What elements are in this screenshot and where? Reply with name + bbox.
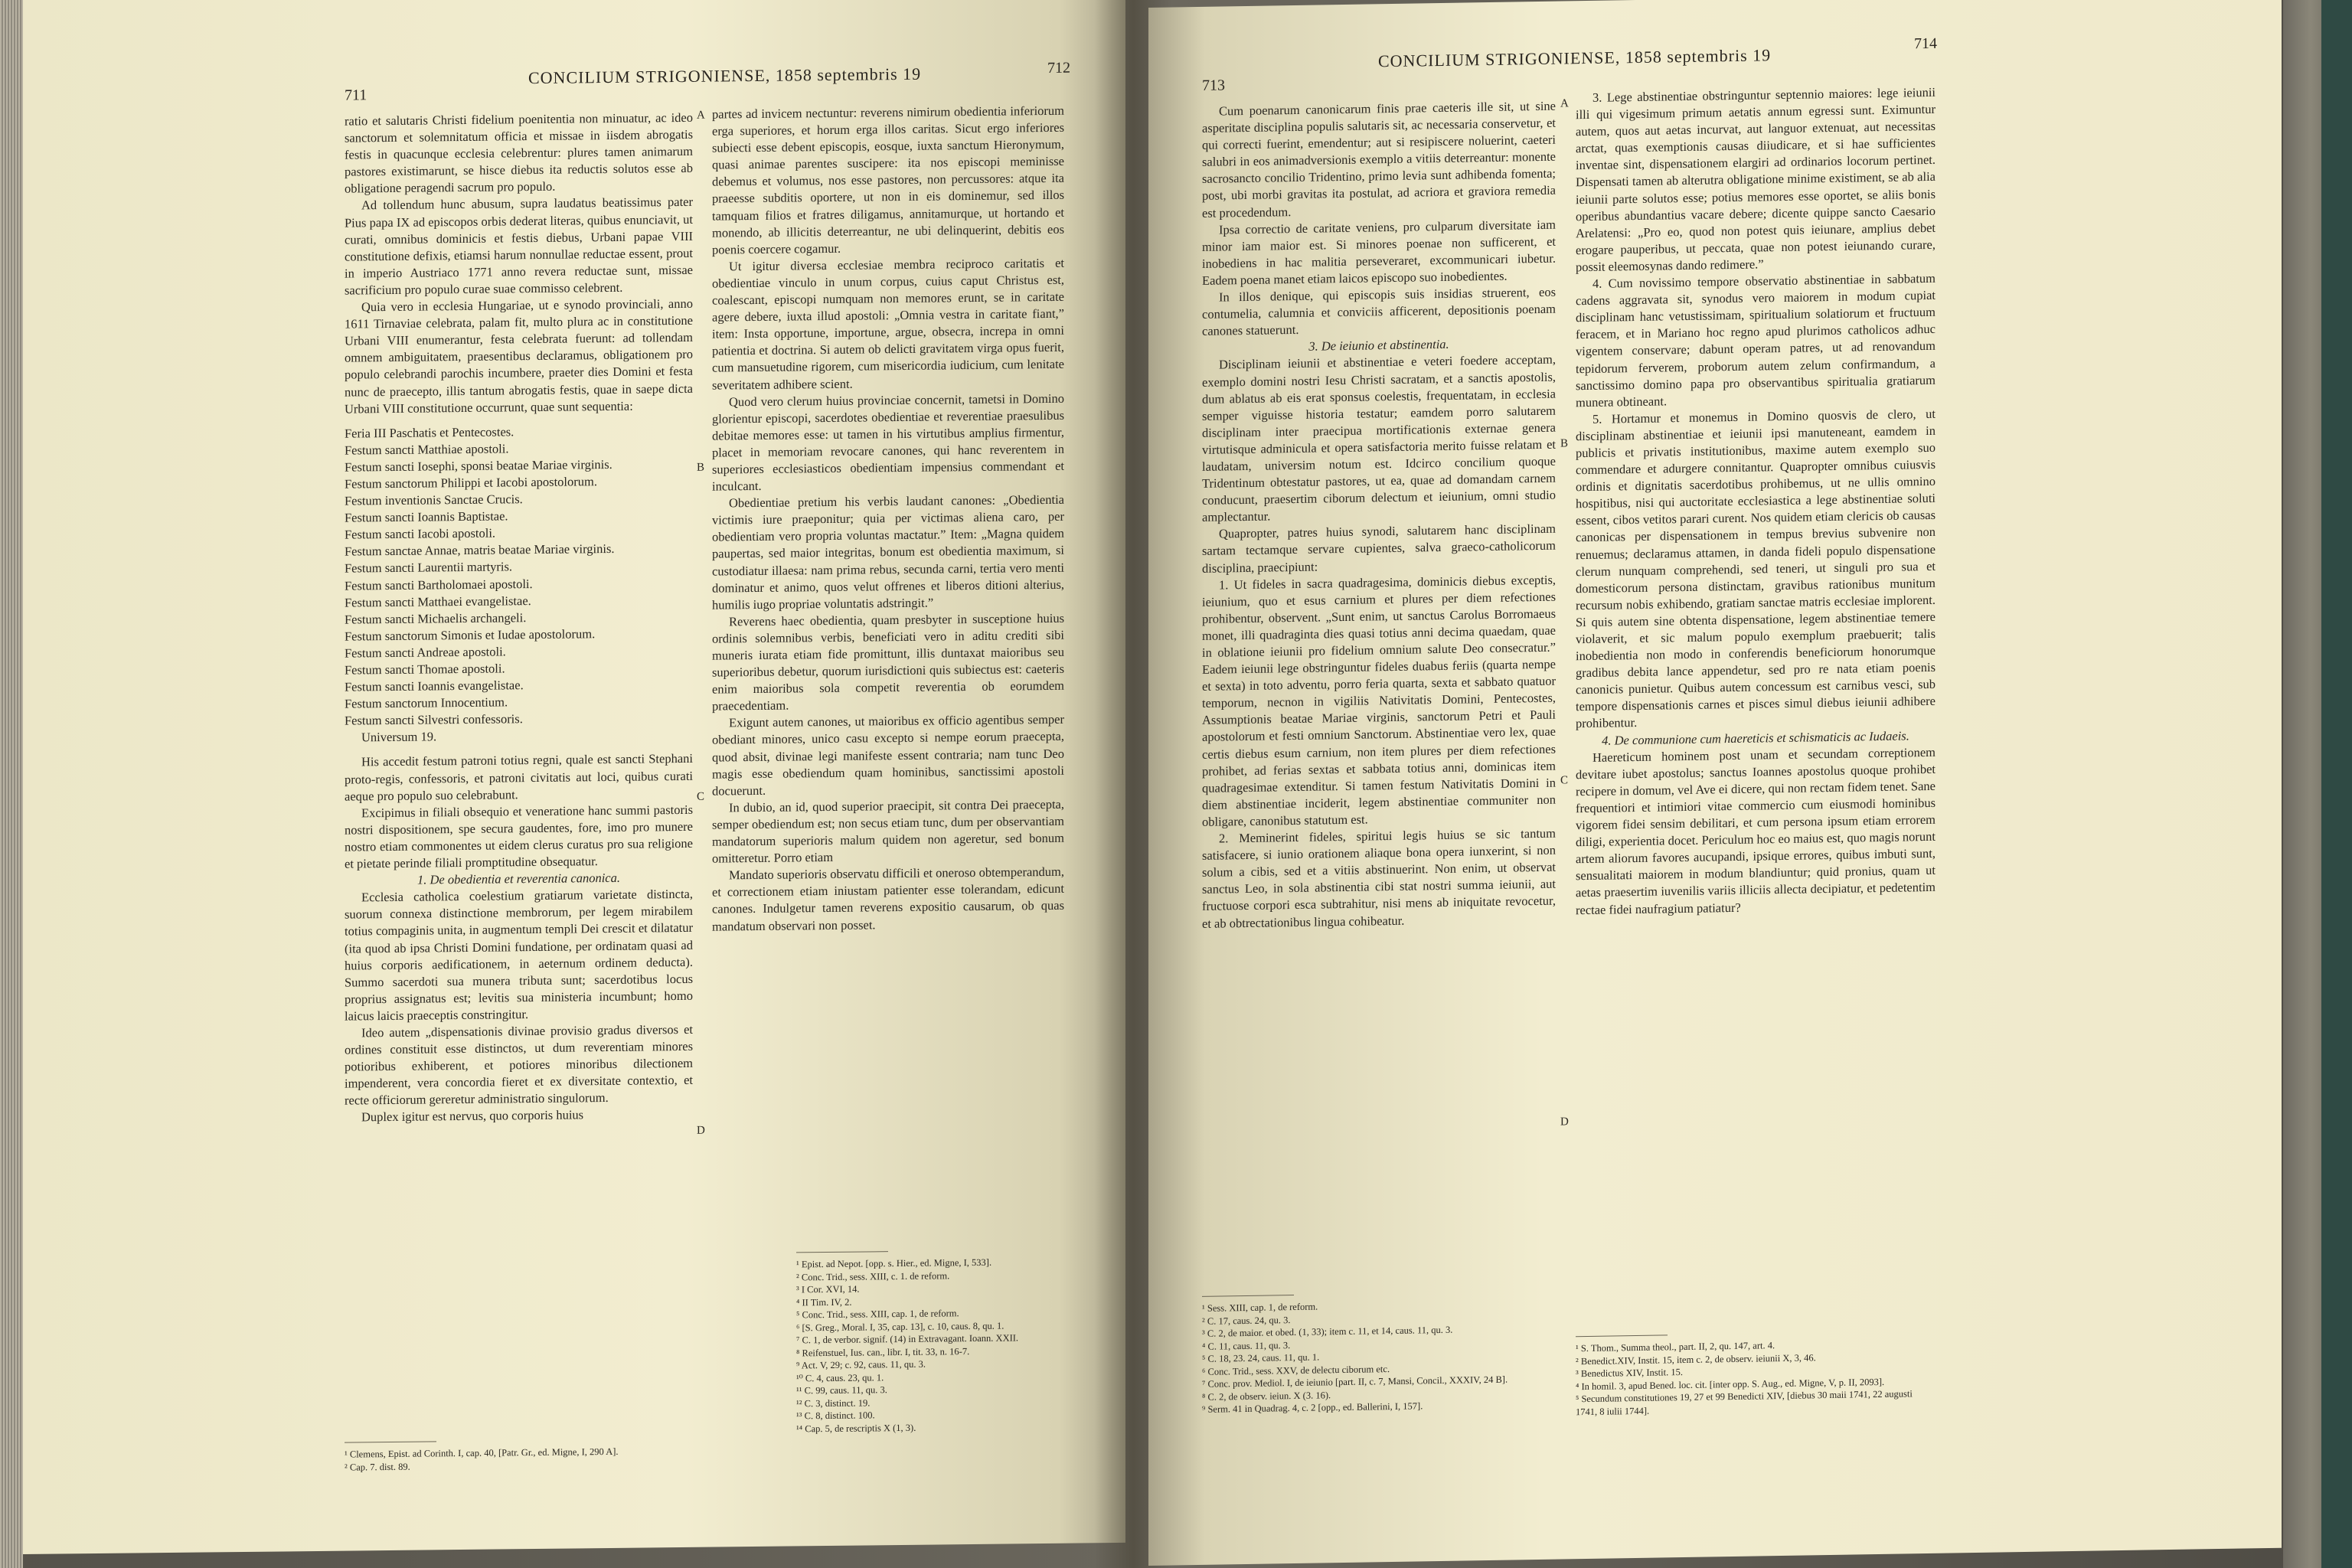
footnote: ¹ S. Thom., Summa theol., part. II, 2, qu. 147, art. 4.	[1576, 1340, 1775, 1354]
paragraph: Ad tollendum hunc abusum, supra laudatus beatissimus pater Pius papa IX ad episcopos orbis dederat literas, quibus enunciavit, ut curati, omnibus dominicis et festis diebus, Urbani papae VIII constitutione defixis, etiamsi harum nonnullae reductae essent, prout in imperio Austriaco 1771 anno revera reductae sunt, missae sacrificium pro populo curae suae commisso celebrent.	[345, 194, 693, 298]
margin-letter-b: B	[697, 461, 705, 474]
footnote: ² Cap. 7. dist. 89.	[345, 1461, 410, 1473]
footnote: ⁵ Secundum constitutiones 19, 27 et 99 Benedicti XIV, [diebus 30 maii 1741, 22 augusti 1741, 8 iulii 1744].	[1576, 1388, 1913, 1417]
footnote: ⁸ Reifenstuel, Ius. can., libr. I, tit. 33, n. 16-7.	[796, 1345, 970, 1358]
footnote: ¹ Epist. ad Nepot. [opp. s. Hier., ed. Migne, I, 533].	[796, 1256, 992, 1270]
paragraph: Ideo autem „dispensationis divinae provisio gradus diversos et ordines constituit esse distinctos, ut dum reverentiam minores potioribus exhiberent, et potiores minoribus dilectionem impenderent, vera concordia fieret et ex diversitate contextio, et recte officiorum gereretur administratio singulorum.	[345, 1021, 693, 1108]
footnote: ¹⁰ C. 4, caus. 23, qu. 1.	[796, 1371, 884, 1383]
footnote: ⁵ Conc. Trid., sess. XIII, cap. 1, de reform.	[796, 1308, 959, 1321]
list-item: Festum sancti Bartholomaei apostoli.	[345, 576, 533, 593]
page-number-713: 713	[1202, 77, 1225, 94]
paragraph: partes ad invicem nectuntur: reverens nimirum obedientia inferiorum erga superiores, et horum erga illos caritas. Sicut ergo inferiores subiecti esse debent episcopis, eosque, iuxta sanctum Hieronymum, quasi animae parentes suscipere: ita nos episcopi meminisse debemus et volumus, nos esse pastores, non percussores: atque ita praeesse subditis oportere, ut non in eis dominemur, sed illos tamquam filios et fratres diligamus, annitamurque, ut hortando et monendo, ab illicitis deterreantur, ne ubi delinquerint, debitis eos poenis coercere cogamur.	[712, 103, 1064, 257]
paragraph: Haereticum hominem post unam et secundam correptionem devitare iubet apostolus; sanctus Ioannes apostolus quoque prohibet recipere in domum, vel Ave ei dicere, qui non rectam fidem tenet. Sane frequentiori et intimiori vitae commercio cum eiusmodi hominibus vigorem fidei sensim debilitari, et cum persona ipsum etiam errorem diligi, experientia docet. Periculum hoc eo maius est, quo magis norunt artem aliorum favores aucupandi, ipsique errores, quibus imbuti sunt, sensualitati maiorem in modum blandiuntur; quid pronius, quam ut aetas praesertim iuvenilis variis illiciis allecta decipiatur, et pedetentim rectae fidei naufragium patiatur?	[1576, 744, 1936, 917]
footnote-rule	[796, 1251, 888, 1253]
list-item: Festum sancti Ioannis Baptistae.	[345, 508, 508, 525]
page-number-714: 714	[1914, 34, 1937, 53]
paragraph: Reverens haec obedientia, quam presbyter in susceptione huius ordinis solemnibus verbis, beneficiati vero in aditu crediti sibi muneris iurata etiam fide promittunt, illis duntaxat maioribus seu superioribus debetur, quorum iurisdictioni quis subiectus est: caeteris enim maioribus sola competit reverentia ob eorumdem praecedentiam.	[712, 610, 1064, 714]
list-item: Festum sancti Iosephi, sponsi beatae Mariae virginis.	[345, 456, 612, 475]
paragraph: Obedientiae pretium his verbis laudant canones: „Obedientia victimis iure praeponitur; quia per victimas aliena caro, per obedientiam vero propria voluntas mactatur.” Item: „Magna quidem paupertas, sed maior integritas, bonum est obedientia maximum, si custodiatur illaesa: nam prima rebus, secunda carni, tertia vero menti dominatur et animo, quos velut offrenes et liberos ditioni alterius, humilis iugo propriae voluntatis adstringit.”	[712, 492, 1064, 612]
footnote: ⁶ [S. Greg., Moral. I, 35, cap. 13], c. 10, caus. 8, qu. 1.	[796, 1320, 1004, 1333]
section-heading: 4. De communione cum haereticis et schismaticis ac Iudaeis.	[1602, 727, 1909, 748]
paragraph: 5. Hortamur et monemus in Domino quosvis de clero, ut disciplinam abstinentiae et ieiunii ipsi manuteneant, eamdem in publicis et privatis institutionibus, maxime autem exemplo suo commendare et adurgere connitantur. Quapropter omnibus cuiusvis ordinis et dignitatis sacerdotibus prohibemus, ut ne ullis omnino hospitibus, nisi qui auctoritate ecclesiastica a lege abstinentiae soluti essent, cibos vetitos parari curent. Nos quidem etiam clericis ob causas canonicas per dispensationem in tempus brevius subvenire non renuemus; declaramus attamen, in danda fideli populo dispensatione clerum nunquam comprehendi, sed teneri, ut singuli pro sua et domesticorum persona distinctam, gravibus rationibus munitum recursum nobis exhibendo, gratiam sanctae matris ecclesiae implorent. Si quis autem sine obtenta dispensatione, legem abstinentiae temere violaverit, et sic malum populo exemplum praebuerit; talis inobedientia non modo in conferendis beneficiorum honorumque gradibus debita lance appendetur, sed pro re nata etiam poenis canonicis punietur. Quibus autem concessum est carnibus vesci, sub tempore dispensationis carnes et pisces simul diebus ieiunii adhibere prohibentur.	[1576, 406, 1936, 731]
right-page	[1148, 0, 2282, 1566]
list-item: Festum sanctorum Simonis et Iudae apostolorum.	[345, 626, 596, 644]
list-item: Festum sancti Thomae apostoli.	[345, 661, 505, 678]
footnote: ³ I Cor. XVI, 14.	[796, 1283, 860, 1295]
paragraph: In dubio, an id, quod superior praecipit, sit contra Dei praecepta, semper obediendum est; non secus etiam tunc, dum per observantiam mandatorum superioris malum quidem non ageretur, sed bonum omitteretur. Porro etiam	[712, 796, 1064, 866]
page-number-712: 712	[1047, 59, 1070, 77]
running-head-right: CONCILIUM STRIGONIENSE, 1858 septembris 19	[1378, 45, 1772, 71]
left-page-column-2	[712, 103, 1064, 935]
paragraph: Quod vero clerum huius provinciae concernit, tametsi in Domino glorientur episcopi, sacerdotes obedientiae et reverentiae praesulibus debitae memores esse: ut tamen in his virtutibus amplius firmentur, placet in memoriam revocare canones, qui hanc reverentem in superiores ecclesiasticos obedientiam impensius commendant et inculcant.	[712, 390, 1064, 494]
right-page-column-1	[1202, 98, 1556, 933]
list-item: Universum 19.	[361, 729, 437, 745]
margin-letter-c: C	[1560, 774, 1569, 787]
left-page-column-1	[345, 109, 693, 1126]
paragraph: ratio et salutaris Christi fidelium poenitentia non minuatur, ac ideo sanctorum et solemnitatum officia et missae in iisdem abrogatis festis in quacunque ecclesia celebrentur: plures tamen animarum pastores existimarunt, se hisce diebus ita reductis solutos esse ab obligatione peragendi sacrum pro populo.	[345, 109, 693, 196]
right-page-footnotes-2	[1576, 1337, 1936, 1418]
list-item: Festum sancti Iacobi apostoli.	[345, 525, 496, 542]
feast-list	[345, 422, 693, 747]
footnote-rule	[1202, 1295, 1294, 1297]
footnote: ⁶ Conc. Trid., sess. XXV, de delectu ciborum etc.	[1202, 1363, 1390, 1377]
book-cover-right	[2321, 0, 2352, 1568]
list-item: Feria III Paschatis et Pentecostes.	[345, 423, 514, 441]
left-page-footnotes-1	[345, 1445, 693, 1474]
paragraph: 2. Meminerint fideles, spiritui legis huius se sic tantum satisfacere, si iunio orationem aliaque bona opera iunxerint, si non solum a cibis, sed et a vitiis abstinuerint. Non enim, ut observat sanctus Leo, in sola abstinentia cibi stat nostri summa ieiunii, aut fructuose corpori esca subtrahitur, nisi mens ab iniquitate revocetur, et ab obtrectationibus lingua cohibeatur.	[1202, 825, 1556, 931]
paragraph: 4. Cum novissimo tempore observatio abstinentiae in sabbatum cadens aggravata sit, synodus vero maiorem in modum cupiat disciplinam hanc vetustissimam, spiritualium solatiorum et fructuum feracem, et in Mariano hoc regno apud plurimos catholicos adhuc vigentem conservare; dabunt operam patres, ut ad renovandum tepidorum ferverem, proborum autem zelum confirmandum, a sanctissimo domino papa pro observantibus spiritualia gratiarum munera obtineant.	[1576, 270, 1936, 410]
footnote: ¹² C. 3, distinct. 19.	[796, 1396, 871, 1409]
section-heading: 1. De obedientia et reverentia canonica.	[417, 870, 620, 887]
section-heading: 3. De ieiunio et abstinentia.	[1308, 337, 1449, 354]
paragraph: Exigunt autem canones, ut maioribus ex officio agentibus semper obediant minores, unico casu excepto si nempe eorum praecepta, quod absit, divinae legi manifeste essent contraria; nam tunc Deo magis esse obediendum quam hominibus, sanctissimi apostoli docuerunt.	[712, 712, 1064, 799]
footnote: ¹⁴ Cap. 5, de rescriptis X (1, 3).	[796, 1422, 916, 1434]
list-item: Festum sancti Ioannis evangelistae.	[345, 678, 524, 694]
paragraph: Quapropter, patres huius synodi, salutarem hanc disciplinam sartam tectamque servare cupientes, salva graeco-catholicorum disciplina, praecipiunt:	[1202, 521, 1556, 576]
footnote: ² Benedict.XIV, Instit. 15, item c. 2, de observ. ieiunii X, 3, 46.	[1576, 1351, 1816, 1367]
footnote-rule	[345, 1441, 436, 1442]
footnote: ¹¹ C. 99, caus. 11, qu. 3.	[796, 1384, 887, 1396]
list-item: Festum sancti Silvestri confessoris.	[345, 711, 523, 728]
paragraph: In illos denique, qui episcopis suis insidias struerent, eos contumelia, calumnia et conviciis afficerent, depositionis poenam canones statuerunt.	[1202, 284, 1556, 339]
footnote: ² C. 17, caus. 24, qu. 3.	[1202, 1314, 1291, 1327]
paragraph: Mandato superioris observatu difficili et oneroso obtemperandum, et correctionem etiam iniustam patienter esse tolerandam, edicunt canones. Indulgetur tamen reverens expositio causarum, ob quas mandatum observari non posset.	[712, 864, 1064, 934]
right-page-column-2	[1576, 84, 1936, 919]
footnote: ³ Benedictus XIV, Instit. 15.	[1576, 1367, 1683, 1380]
paragraph: Cum poenarum canonicarum finis prae caeteris ille sit, ut sine asperitate disciplina populis salutaris sit, ac necessaria conservetur, et qui correcti fuerint, emendentur; aut si resipiscere noluerint, caeteri salubri in eos animadversionis exemplo a vitiis deterreantur: monente sacrosancto concilio Tridentino, primo levia sunt adhibenda fomenta; post, ubi morbi gravitas ita postulat, ad acriora et graviora remedia est procedendum.	[1202, 98, 1556, 220]
footnote: ⁸ C. 2, de observ. ieiun. X (3. 16).	[1202, 1389, 1331, 1403]
paragraph: Quia vero in ecclesia Hungariae, ut e synodo provinciali, anno 1611 Tirnaviae celebrata, palam fit, multo plura ac in constitutione Urbani VIII enumerantur, festa celebrata fuerunt: ad tollendam omnem ambiguitatem, praesentibus declaramus, obligationem pro populo celebrandi parochis incumbere, praeter dies Domini et festa nunc de praecepto, illis tantum abrogatis festis, quae in saepe dicta Urbani VIII constitutione occurrunt, quae sunt sequentia:	[345, 296, 693, 416]
footnote: ⁹ Act. V, 29; c. 92, caus. 11, qu. 3.	[796, 1358, 926, 1371]
list-item: Festum sancti Laurentii martyris.	[345, 559, 513, 577]
list-item: Festum sanctae Annae, matris beatae Mariae virginis.	[345, 541, 615, 559]
footnote: ² Conc. Trid., sess. XIII, c. 1. de reform.	[796, 1269, 950, 1282]
page-number-711: 711	[345, 87, 368, 104]
footnote: ³ C. 2, de maior. et obed. (1, 33); item c. 11, et 14, caus. 11, qu. 3.	[1202, 1324, 1453, 1339]
left-page	[23, 0, 1125, 1554]
list-item: Festum inventionis Sanctae Crucis.	[345, 492, 523, 508]
paragraph: 1. Ut fideles in sacra quadragesima, dominicis diebus exceptis, ieiunium, quo et esus carnium et plures per diem refectiones prohibentur, observent. „Sunt enim, ut sanctus Carolus Borromaeus monet, illi quadraginta dies quasi totius anni decima quaedam, quae in oblatione ieiunii pro fidelium omnium salute Deo consecratur.” Eadem ieiunii lege obstringuntur fideles duabus feriis (quarta nempe et sexta) in toto adventu, porro feria quarta, sexta et sabbato quatuor temporum, necnon in vigiliis Nativitatis Domini, Pentecostes, Assumptionis beatae Mariae virginis, sanctorum Petri et Pauli apostolorum et festi omnium Sanctorum. Abstinentiae vero lex, quae certis diebus esum carnium, non item plures per diem refectiones prohibet, ad ferias sextas et sabbata totius anni, dominicas item quadragesimae extenditur. Si tamen festum Nativitatis Domini in diem abstinentiae inciderit, legem abstinentiae communiter non obligare, canonibus statutum est.	[1202, 572, 1556, 829]
list-item: Festum sancti Michaelis archangeli.	[345, 609, 527, 627]
list-item: Festum sanctorum Innocentium.	[345, 694, 508, 711]
footnote: ⁷ C. 1, de verbor. signif. (14) in Extravagant. Ioann. XXII.	[796, 1332, 1019, 1346]
paragraph: Ut igitur diversa ecclesiae membra reciproco caritatis et obedientiae vinculo in unum corpus, cuius caput Christus est, coalescant, episcopi numquam non memores erunt, se in caritate agere debere, iuxta illud apostoli: „Omnia vestra in caritate fiant,” item: Insta opportune, importune, argue, obsecra, increpa in omni patientia et doctrina. Si autem ob delicti gravitatem virga opus fuerit, cum mansuetudine rigorem, cum misericordia iudicium, cum lenitate severitatem adhibere scient.	[712, 255, 1064, 393]
paragraph: Duplex igitur est nervus, quo corporis huius	[361, 1107, 584, 1125]
footnote: ⁵ C. 18, 23. 24, caus. 11, qu. 1.	[1202, 1351, 1320, 1364]
page-edges-left	[0, 0, 23, 1568]
margin-letter-d: D	[1560, 1116, 1569, 1129]
paragraph: Ecclesia catholica coelestium gratiarum varietate distincta, suorum connexa distinctione membrorum, per legem mirabilem totius compaginis unita, in augmentum templi Dei crescit et dilatatur (ita quod ab ipsa Christi Domini fundatione, per ordinatam quasi ad huius corporis aedificationem, in aeternum ordinem deducta). Summo sacerdoti sua munera tributa sunt; sacerdotibus locus proprius assignatus est; levitis sua ministeria incumbunt; homo laicus laicis praeceptis constringitur.	[345, 887, 693, 1024]
footnote: ⁴ II Tim. IV, 2.	[796, 1296, 852, 1308]
list-item: Festum sancti Andreae apostoli.	[345, 644, 506, 661]
footnote: ⁴ C. 11, caus. 11, qu. 3.	[1202, 1339, 1291, 1352]
footnote: ¹ Clemens, Epist. ad Corinth. I, cap. 40, [Patr. Gr., ed. Migne, I, 290 A].	[345, 1446, 619, 1460]
list-item: Festum sancti Matthiae apostoli.	[345, 441, 509, 458]
margin-letter-a: A	[1560, 97, 1569, 110]
right-page-footnotes-1	[1202, 1297, 1556, 1416]
paragraph: Ipsa correctio de caritate veniens, pro culparum diversitate iam minor iam maior est. Si minores poenae non sufficerent, et inobediens in hac malitia perseveraret, excommunicari iubetur. Eadem poena manet etiam laicos episcopo suo inobedientes.	[1202, 217, 1556, 288]
paragraph: Disciplinam ieiunii et abstinentiae e veteri foedere acceptam, exemplo domini nostri Iesu Christi sacratam, et a sanctis apostolis, dum ablatus ab eis erat sponsus coelestis, frequentatam, in ecclesia semper viguisse historia testatur; eamdem porro salutarem disciplinam inter praecipua mortificationis externae genera virtutisque adminicula et opera satisfactoria merito fuisse relatam et laudatam, universim notum est. Idcirco concilium quoque Tridentinum obtestatur pastores, ut ea, quae ad domandam carnem conducunt, praesertim ciborum delectum et ieiunium, omni studio amplectantur.	[1202, 352, 1556, 525]
footnote: ¹ Sess. XIII, cap. 1, de reform.	[1202, 1301, 1318, 1314]
list-item: Festum sanctorum Philippi et Iacobi apostolorum.	[345, 474, 597, 492]
footnote: ⁴ In homil. 3, apud Bened. loc. cit. [inter opp. S. Aug., ed. Migne, V, p. II, 2093].	[1576, 1376, 1885, 1392]
paragraph: 3. Lege abstinentiae obstringuntur septennio maiores: lege ieiunii illi qui vigesimum primum aetatis annum egressi sunt. Eximuntur autem, quos aut aetas incurvat, aut languor extenuat, aut necessitas arctat, quas exemptionis causas diiudicare, et si hae sufficientes inventae sint, dispensationem elargiri ad ordinarios locorum pertinet. Dispensati tamen ab alterutra obligatione minime existiment, se ab alia ieiunii parte solutos esse; potius memores esse oportet, se aliis bonis operibus abundantius vacare debere; dicente quippe sancto Caesario Arelatensi: „Pro eo, quod non potest quis ieiunare, amplius debet erogare pauperibus, ut peccata, quae non potest ieiunando curare, possit eleemosynas dando redimere.”	[1576, 84, 1936, 275]
running-head-left: CONCILIUM STRIGONIENSE, 1858 septembris 19	[528, 64, 922, 88]
footnote: ⁹ Serm. 41 in Quadrag. 4, c. 2 [opp., ed. Ballerini, I, 157].	[1202, 1400, 1423, 1415]
footnote: ⁷ Conc. prov. Mediol. I, de ieiunio [part. II, c. 7, Mansi, Concil., XXXIV, 24 B].	[1202, 1374, 1508, 1390]
list-item: Festum sancti Matthaei evangelistae.	[345, 593, 531, 610]
margin-letter-a: A	[697, 109, 705, 122]
paragraph: His accedit festum patroni totius regni, quale est sancti Stephani proto-regis, confessoris, et patroni civitatis aut loci, quibus curati aeque pro populo suo celebrabunt.	[345, 751, 693, 804]
margin-letter-c: C	[697, 790, 705, 803]
margin-letter-b: B	[1560, 437, 1569, 450]
footnote-rule	[1576, 1334, 1668, 1337]
left-page-footnotes-2	[796, 1256, 1064, 1436]
paragraph: Excipimus in filiali obsequio et veneratione hanc summi pastoris nostri dispositionem, spe secura gaudentes, fore, imo pro munere nostro etiam commonentes ut eidem clerus curatus pro sua religione et pietate perinde filiali promptitudine obsequatur.	[345, 802, 693, 871]
margin-letter-d: D	[697, 1124, 705, 1137]
footnote: ¹³ C. 8, distinct. 100.	[796, 1410, 875, 1422]
